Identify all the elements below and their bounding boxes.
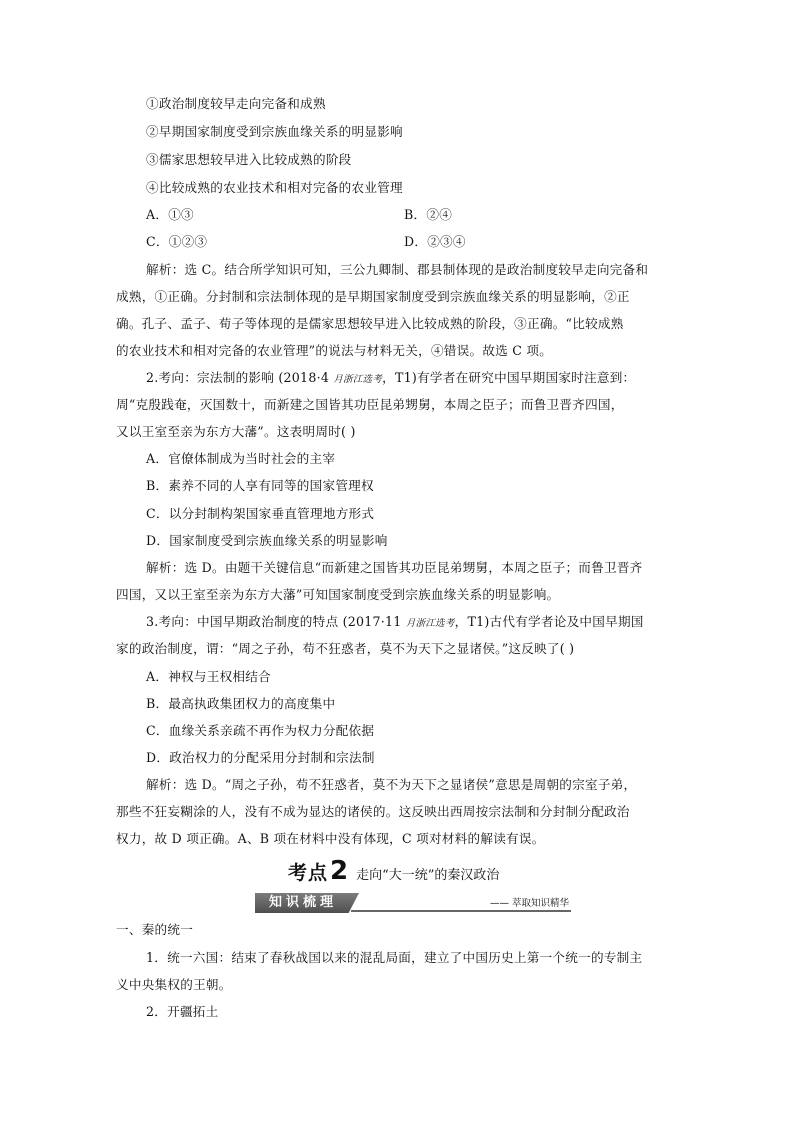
option-3: ③儒家思想较早进入比较成熟的阶段 bbox=[146, 152, 352, 167]
choice-a: A．①③ bbox=[146, 207, 194, 222]
section-heading bbox=[288, 856, 499, 888]
q3-stem-line2: 家的政治制度，谓：“周之子孙，苟不狂惑者，莫不为天下之显诸侯。”这反映了( ) bbox=[116, 641, 575, 656]
section-title: 走向“大一统”的秦汉政治 bbox=[356, 868, 500, 883]
option-4: ④比较成熟的农业技术和相对完备的农业管理 bbox=[146, 180, 403, 195]
q2-stem-prefix: 2.考向：宗法制的影响 (2018·4 bbox=[146, 370, 334, 385]
q2-analysis-line: 解析：选 D。由题干关键信息“而新建之国皆其功臣昆弟甥舅，本周之臣子；而鲁卫晋齐 bbox=[146, 560, 643, 575]
banner-label: 知识梳理 bbox=[269, 895, 338, 910]
q2-analysis-line: 四国，又以王室至亲为东方大藩”可知国家制度受到宗族血缘关系的明显影响。 bbox=[116, 587, 560, 602]
q3-analysis-line: 那些不狂妄糊涂的人，没有不成为显达的诸侯的。这反映出西周按宗法制和分封制分配政治 bbox=[116, 804, 630, 819]
q1-analysis-line: 解析：选 C。结合所学知识可知，三公九卿制、郡县制体现的是政治制度较早走向完备和 bbox=[146, 262, 649, 277]
choice-d: D．②③④ bbox=[404, 234, 466, 249]
q1-analysis-line: 的农业技术和相对完备的农业管理”的说法与材料无关，④错误。故选 C 项。 bbox=[116, 343, 553, 358]
q3-stem-suffix: ，T1)古代有学者论及中国早期国 bbox=[454, 614, 644, 629]
q3-stem-line1 bbox=[146, 614, 644, 632]
q3-option: C．血缘关系亲疏不再作为权力分配依据 bbox=[146, 723, 375, 738]
q2-option: B．素养不同的人享有同等的国家管理权 bbox=[146, 478, 374, 493]
q3-stem-prefix: 3.考向：中国早期政治制度的特点 (2017·11 bbox=[146, 614, 406, 629]
part-heading: 一、秦的统一 bbox=[116, 922, 194, 937]
q2-option: C．以分封制构架国家垂直管理地方形式 bbox=[146, 506, 375, 521]
q3-analysis-line: 权力，故 D 项正确。A、B 项在材料中没有体现，C 项对材料的解读有误。 bbox=[116, 831, 545, 846]
q2-source: 月浙江选考 bbox=[333, 374, 383, 385]
q1-analysis-line: 成熟，①正确。分封制和宗法制体现的是早期国家制度受到宗族血缘关系的明显影响，②正 bbox=[116, 289, 630, 304]
banner-rule bbox=[351, 910, 571, 912]
knowledge-banner bbox=[255, 893, 571, 913]
q1-analysis-line: 确。孔子、孟子、荀子等体现的是儒家思想较早进入比较成熟的阶段，③正确。“比较成熟 bbox=[116, 316, 624, 331]
q2-stem-line3: 又以王室至亲为东方大藩”。这表明周时( ) bbox=[116, 424, 356, 439]
choice-c: C．①②③ bbox=[146, 234, 208, 249]
q2-stem-line1 bbox=[146, 370, 635, 388]
q3-option: A．神权与王权相结合 bbox=[146, 669, 271, 684]
q3-source: 月浙江选考 bbox=[405, 618, 455, 629]
banner-subtitle: —— 萃取知识精华 bbox=[489, 898, 569, 909]
q3-option: B．最高执政集团权力的高度集中 bbox=[146, 696, 336, 711]
section-number: 2 bbox=[330, 856, 349, 886]
body-item1-line2: 义中央集权的王朝。 bbox=[116, 977, 232, 992]
option-2: ②早期国家制度受到宗族血缘关系的明显影响 bbox=[146, 124, 403, 139]
body-item2: 2．开疆拓土 bbox=[146, 1004, 219, 1019]
choice-b: B．②④ bbox=[404, 207, 453, 222]
q2-stem-line2: 周“克殷践奄，灭国数十，而新建之国皆其功臣昆弟甥舅，本周之臣子；而鲁卫晋齐四国， bbox=[116, 397, 624, 412]
q3-option: D．政治权力的分配采用分封制和宗法制 bbox=[146, 750, 375, 765]
q2-option: D．国家制度受到宗族血缘关系的明显影响 bbox=[146, 533, 388, 548]
q3-analysis-line: 解析：选 D。“周之子孙，苟不狂惑者，莫不为天下之显诸侯”意思是周朝的宗室子弟， bbox=[146, 777, 637, 792]
section-kaodian: 考点 bbox=[288, 862, 329, 884]
option-1: ①政治制度较早走向完备和成熟 bbox=[146, 96, 326, 111]
body-item1-line1: 1．统一六国：结束了春秋战国以来的混乱局面，建立了中国历史上第一个统一的专制主 bbox=[146, 950, 643, 965]
q2-stem-suffix: ，T1)有学者在研究中国早期国家时注意到： bbox=[382, 370, 636, 385]
q2-option: A．官僚体制成为当时社会的主宰 bbox=[146, 451, 336, 466]
